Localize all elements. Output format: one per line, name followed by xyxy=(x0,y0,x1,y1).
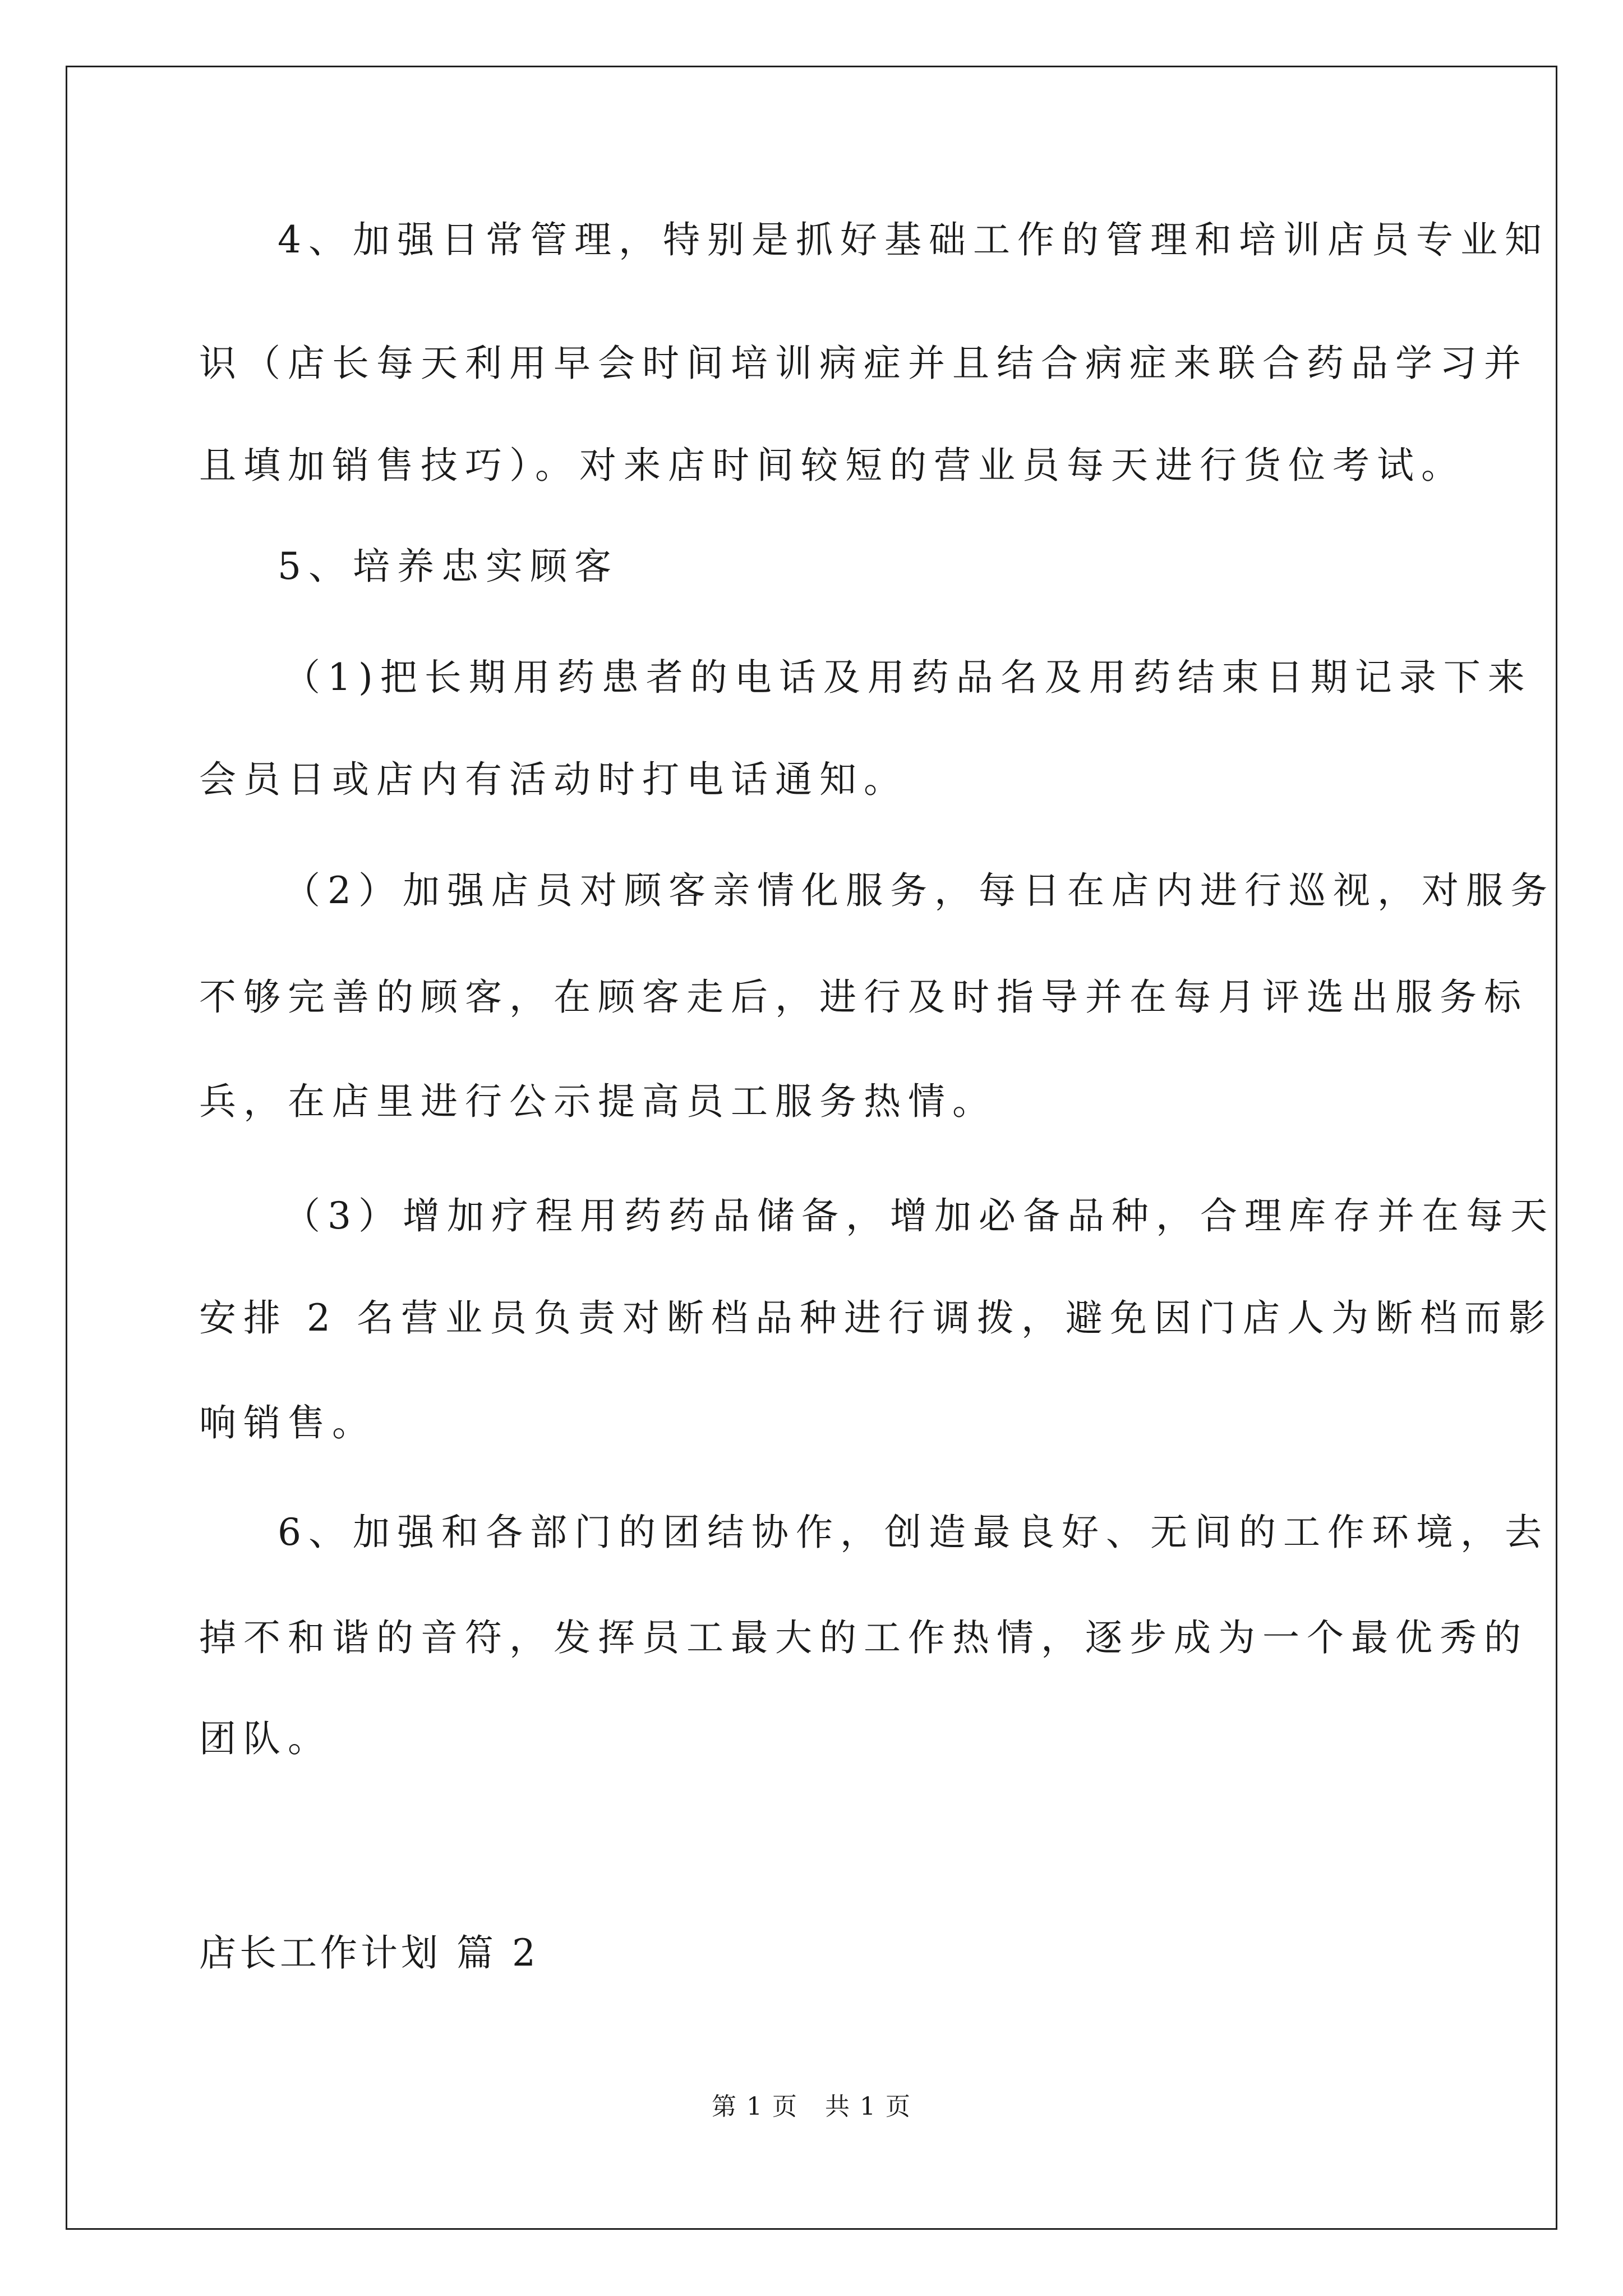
item-1-line-1: （1)把长期用药患者的电话及用药品名及用药结束日期记录下来 xyxy=(283,656,1532,699)
paragraph-6-line-3: 团队。 xyxy=(199,1717,332,1760)
paragraph-6-line-1: 6、加强和各部门的团结协作，创造最良好、无间的工作环境，去 xyxy=(278,1511,1549,1554)
page-footer: 第 1 页 共 1 页 xyxy=(712,2092,911,2121)
paragraph-4-line-3: 且填加销售技巧）。对来店时间较短的营业员每天进行货位考试。 xyxy=(199,444,1465,487)
paragraph-4-line-1: 4、加强日常管理，特别是抓好基础工作的管理和培训店员专业知 xyxy=(278,218,1549,261)
page-border xyxy=(66,66,1557,2230)
item-2-line-3: 兵，在店里进行公示提高员工服务热情。 xyxy=(199,1080,997,1123)
paragraph-6-line-2: 掉不和谐的音符，发挥员工最大的工作热情，逐步成为一个最优秀的 xyxy=(199,1616,1528,1659)
paragraph-4-line-2: 识（店长每天利用早会时间培训病症并且结合病症来联合药品学习并 xyxy=(199,342,1528,385)
item-2-line-2: 不够完善的顾客，在顾客走后，进行及时指导并在每月评选出服务标 xyxy=(199,976,1528,1019)
item-1-line-2: 会员日或店内有活动时打电话通知。 xyxy=(199,758,908,801)
section-heading: 店长工作计划 篇 2 xyxy=(199,1931,539,1975)
heading-5: 5、培养忠实顾客 xyxy=(278,545,619,588)
item-3-line-1: （3）增加疗程用药药品储备，增加必备品种，合理库存并在每天 xyxy=(283,1194,1555,1237)
item-3-line-2: 安排 2 名营业员负责对断档品种进行调拨，避免因门店人为断档而影 xyxy=(199,1296,1553,1340)
item-2-line-1: （2）加强店员对顾客亲情化服务，每日在店内进行巡视，对服务 xyxy=(283,869,1555,912)
item-3-line-3: 响销售。 xyxy=(199,1401,376,1444)
